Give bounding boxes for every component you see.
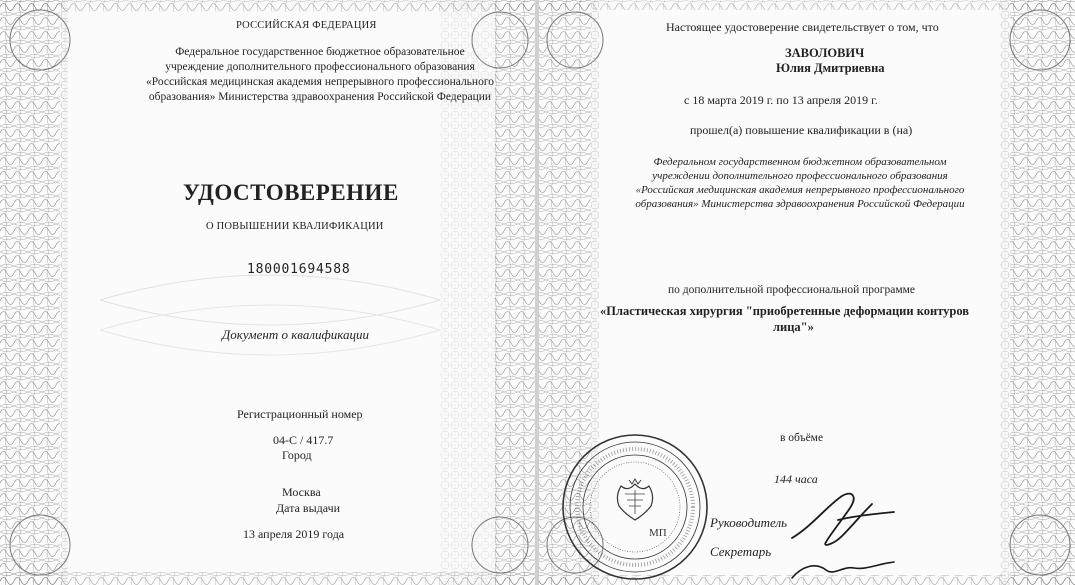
secretary-signature [786, 558, 906, 585]
secretary-signature-label: Секретарь [710, 544, 772, 559]
program-name-line2: лица"» [773, 320, 814, 334]
volume-label: в объёме [780, 432, 824, 444]
document-title: УДОСТОВЕРЕНИЕ [183, 180, 399, 205]
head-signature [782, 486, 912, 556]
training-institution: Федеральном государственном бюджетном образовательном учреждении дополнительного профессионального образования «Российская медицинская академия непрерывного профессионального образования» Министерства здравоохранения Российской Федерации [635, 156, 965, 210]
issuer-institution: Федеральное государственное бюджетное образовательное учреждение дополнительного профессионального образования «Российская медицинская академия непрерывного профессионального образования» Министерства здравоохранения Российской Федерации [145, 46, 495, 103]
document-subtitle: О ПОВЫШЕНИИ КВАЛИФИКАЦИИ [206, 221, 384, 232]
document-type: Документ о квалификации [222, 327, 369, 342]
left-page [0, 0, 537, 585]
registration-label: Регистрационный номер [237, 407, 363, 421]
document-number: 180001694588 [247, 262, 351, 277]
head-signature-label: Руководитель [710, 515, 788, 530]
program-label: по дополнительной профессиональной программе [668, 284, 915, 296]
city-value: Москва [282, 485, 321, 499]
hours-value: 144 часа [774, 472, 818, 486]
stamp-mp-label: МП [649, 527, 667, 539]
country-header: РОССИЙСКАЯ ФЕДЕРАЦИЯ [236, 20, 377, 31]
issue-date-label: Дата выдачи [276, 501, 341, 515]
certifies-text: Настоящее удостоверение свидетельствует о том, что [666, 20, 939, 34]
program-name-line1: «Пластическая хирургия "приобретенные деформации контуров [600, 304, 970, 318]
training-period: с 18 марта 2019 г. по 13 апреля 2019 г. [684, 93, 878, 107]
issue-date-value: 13 апреля 2019 года [243, 527, 345, 541]
coat-of-arms-icon [617, 479, 652, 520]
completed-text: прошел(а) повышение квалификации в (на) [690, 123, 913, 137]
city-label: Город [282, 448, 312, 462]
holder-surname: ЗАВОЛОВИЧ [785, 46, 865, 60]
official-seal [560, 432, 710, 582]
holder-given-names: Юлия Дмитриевна [776, 61, 885, 75]
registration-number: 04-С / 417.7 [273, 433, 334, 447]
